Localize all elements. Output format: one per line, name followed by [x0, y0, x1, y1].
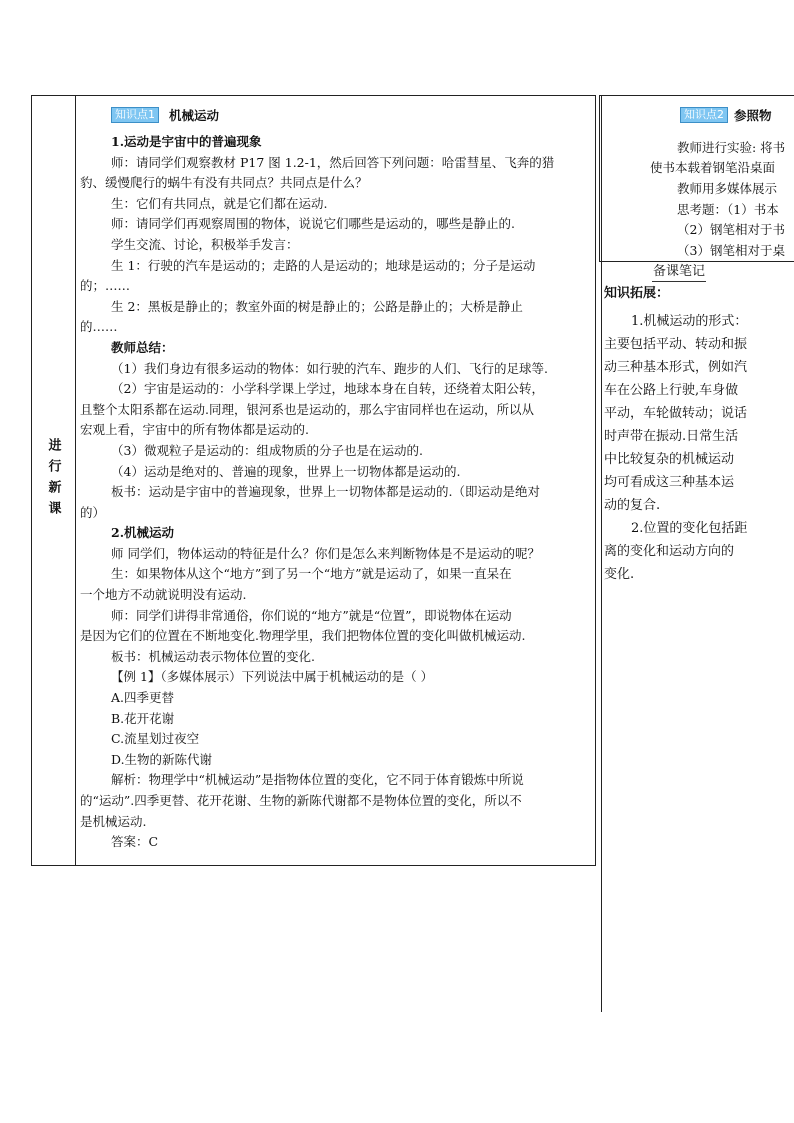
notes-line: 动的复合.	[604, 498, 661, 513]
text-line: 板书：运动是宇宙中的普遍现象，世界上一切物体都是运动的.（即运动是绝对	[111, 484, 540, 500]
notes-line: 平动，车轮做转动；说话	[604, 406, 748, 421]
notes-line: 离的变化和运动方向的	[604, 544, 735, 559]
point2-line: （2）钢笔相对于书	[677, 222, 785, 237]
text-line: 解析：物理学中“机械运动”是指物体位置的变化，它不同于体育锻炼中所说	[111, 772, 524, 788]
notes-title-text: 备课笔记	[653, 264, 706, 279]
point1-heading	[80, 104, 594, 126]
text-line: 师：请同学们再观察周围的物体，说说它们哪些是运动的，哪些是静止的.	[111, 216, 515, 232]
text-line: 生 2：黑板是静止的；教室外面的树是静止的；公路是静止的；大桥是静止	[111, 298, 523, 314]
notes-line: 车在公路上行驶,车身做	[604, 383, 739, 398]
point2-badge: 知识点2	[680, 107, 728, 123]
example-question: 【例 1】（多媒体展示）下列说法中属于机械运动的是（ ）	[111, 669, 434, 685]
point1-title: 机械运动	[169, 108, 220, 123]
notes-title	[652, 263, 706, 282]
text-line: 的“运动”.四季更替、花开花谢、生物的新陈代谢都不是物体位置的变化，所以不	[80, 793, 522, 808]
point2-title: 参照物	[734, 108, 772, 123]
point1-badge: 知识点1	[111, 107, 159, 123]
text-line: 板书：机械运动表示物体位置的变化.	[111, 648, 315, 664]
option-b: B.花开花谢	[111, 710, 175, 726]
text-line: 一个地方不动就说明没有运动.	[80, 587, 247, 603]
notes-line: 中比较复杂的机械运动	[604, 452, 735, 467]
point2-line: 使书本载着钢笔沿桌面	[650, 160, 776, 175]
text-line: 生：它们有共同点，就是它们都在运动.	[111, 195, 328, 211]
notes-body	[604, 286, 764, 586]
text-line: 且整个太阳系都在运动.同理，银河系也是运动的，那么宇宙同样也在运动，所以从	[80, 401, 534, 417]
notes-line: 2.位置的变化包括距	[631, 521, 748, 536]
text-line: 是因为它们的位置在不断地变化.物理学里，我们把物体位置的变化叫做机械运动.	[80, 628, 526, 644]
option-c: C.流星划过夜空	[111, 731, 200, 747]
right-table-top-border	[599, 95, 794, 96]
main-content	[80, 104, 594, 853]
text-line: 的）	[80, 504, 106, 520]
table-right-border	[595, 95, 596, 866]
notes-line: 主要包括平动、转动和振	[604, 337, 748, 352]
table-top-border	[31, 95, 595, 96]
text-line: 师：同学们讲得非常通俗，你们说的“地方”就是“位置”，即说物体在运动	[111, 607, 512, 623]
section2-heading: 2.机械运动	[111, 525, 175, 541]
text-line: （3）微观粒子是运动的：组成物质的分子也是在运动的.	[111, 442, 423, 458]
point2-line: 教师进行实验: 将书	[677, 140, 786, 155]
text-line: （1）我们身边有很多运动的物体：如行驶的汽车、跑步的人们、飞行的足球等.	[111, 360, 548, 376]
text-line: 学生交流、讨论，积极举手发言：	[111, 236, 299, 252]
notes-line: 动三种基本形式，例如汽	[604, 360, 748, 375]
notes-line: 变化.	[604, 567, 635, 582]
text-line: 是机械运动.	[80, 813, 147, 829]
notes-line: 时声带在振动.日常生活	[604, 429, 739, 444]
point2-line: 思考题：（1）书本	[677, 202, 779, 217]
notes-subtitle: 知识拓展：	[604, 286, 670, 301]
text-line: 教师总结：	[111, 339, 174, 355]
point2-line: （3）钢笔相对于桌	[677, 243, 785, 258]
right-column-line	[601, 95, 602, 1012]
section1-heading: 1.运动是宇宙中的普遍现象	[111, 134, 262, 149]
point2-line: 教师用多媒体展示	[677, 181, 778, 196]
text-line: 师 同学们，物体运动的特征是什么？你们是怎么来判断物体是不是运动的呢？	[111, 545, 540, 561]
text-line: 的；……	[80, 278, 131, 294]
side-label-cell	[31, 95, 75, 865]
text-line: 的……	[80, 319, 118, 335]
text-line: （2）宇宙是运动的：小学科学课上学过，地球本身在自转，还绕着太阳公转，	[111, 381, 544, 397]
notes-line: 均可看成这三种基本运	[604, 475, 735, 490]
side-label: 进行新课	[45, 438, 61, 522]
text-line: 豹、缓慢爬行的蜗牛有没有共同点？共同点是什么？	[80, 175, 368, 191]
text-line: 宏观上看，宇宙中的所有物体都是运动的.	[80, 422, 309, 438]
text-line: 生：如果物体从这个“地方”到了另一个“地方”就是运动了，如果一直呆在	[111, 566, 512, 582]
text-line: （4）运动是绝对的、普遍的现象，世界上一切物体都是运动的.	[111, 463, 461, 479]
text-line: 师：请同学们观察教材 P17 图 1.2-1，然后回答下列问题：哈雷彗星、飞奔的猎	[111, 154, 555, 170]
text-line: 生 1：行驶的汽车是运动的；走路的人是运动的；地球是运动的；分子是运动	[111, 257, 536, 273]
table-divider	[75, 95, 76, 866]
right-table-left-border	[599, 95, 600, 261]
table-bottom-border	[31, 865, 595, 866]
point2-heading	[680, 106, 772, 124]
option-d: D.生物的新陈代谢	[111, 751, 213, 767]
option-a: A.四季更替	[111, 690, 175, 706]
answer-line: 答案：C	[111, 834, 159, 850]
notes-line: 1.机械运动的形式：	[631, 314, 748, 329]
